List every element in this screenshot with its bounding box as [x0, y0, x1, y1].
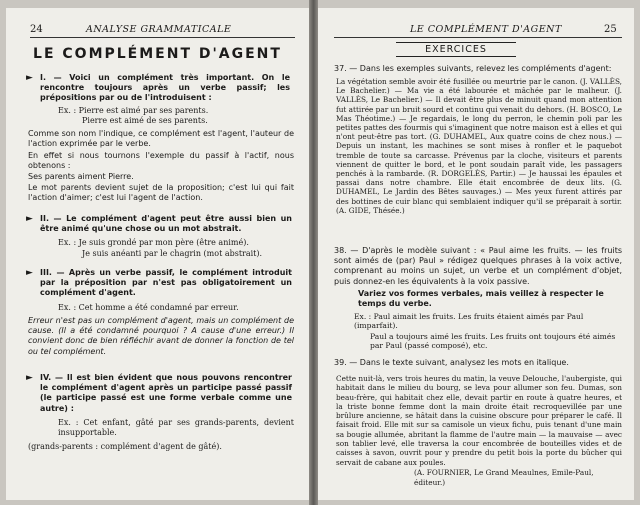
section-3-example: Ex. : Cet homme a été condamné par erreur. — [58, 303, 239, 312]
section-4-example-2: (grands-parents : complément d'agent de gâté). — [28, 442, 222, 451]
section-2-example-2: Je suis anéanti par le chagrin (mot abstrait). — [82, 249, 263, 258]
section-1-heading: I. — Voici un complément très important. On le rencontre toujours après un verbe passif; les prépositions par ou de l'introduisent : — [40, 73, 290, 103]
exercise-39-source: (A. FOURNIER, Le Grand Meaulnes, Emile-Paul, éditeur.) — [414, 468, 594, 488]
exercise-38-example-2: Paul a toujours aimé les fruits. Les fruits ont toujours été aimés par Paul (passé composé), etc. — [370, 332, 616, 351]
page-title: LE COMPLÉMENT D'AGENT — [33, 46, 282, 62]
section-4-heading: IV. — Il est bien évident que nous pouvons rencontrer le complément d'agent après un participe passé passif (le participe passé est une forme verbale comme une autre) : — [40, 373, 292, 413]
exercise-39-heading: 39. — Dans le texte suivant, analysez les mots en italique. — [334, 358, 569, 367]
section-1-paragraph-2: En effet si nous tournons l'exemple du passif à l'actif, nous obtenons : — [28, 151, 294, 171]
exercise-38-example-1: Ex. : Paul aimait les fruits. Les fruits étaient aimés par Paul (imparfait). — [354, 312, 584, 331]
page-number: 25 — [604, 24, 617, 35]
exercise-37-heading: 37. — Dans les exemples suivants, relevez les compléments d'agent: — [334, 64, 612, 73]
pointer-icon: ► — [26, 373, 33, 383]
exercises-heading: EXERCICES — [396, 42, 516, 57]
section-4-example-1: Ex. : Cet enfant, gâté par ses grands-parents, devient insupportable. — [58, 418, 294, 438]
section-2-heading: II. — Le complément d'agent peut être aussi bien un être animé qu'une chose ou un mot abstrait. — [40, 214, 292, 234]
section-3-heading: III. — Après un verbe passif, le complément introduit par la préposition par n'est pas obligatoirement un complément d'agent. — [40, 268, 292, 298]
exercise-39-text: Cette nuit-là, vers trois heures du matin, la veuve Delouche, l'aubergiste, qui habitait dans le milieu du bourg, se leva pour allumer son feu. Dumas, son beau-frère, qui habitait chez elle, devait partir en route à quatre heures, et la triste bonne femme dont la main droite était recroquevillée par une brûlure ancienne, se hâtait dans la cuisine obscure pour préparer le café. Il faisait froid. Elle mit sur sa camisole un vieux fichu, puis tenant d'une main sa bougie allumée, abritant la flamme de l'autre main — la mauvaise — avec son tablier levé, elle traversa la cour encombrée de bouteilles vides et de caisses à savon, ouvrit pour y prendre du petit bois la porte du bûcher qui servait de cabane aux poules. — [336, 374, 622, 467]
section-1-example-2: Pierre est aimé de ses parents. — [82, 116, 208, 125]
section-2-example-1: Ex. : Je suis grondé par mon père (être animé). — [58, 238, 249, 247]
running-head: LE COMPLÉMENT D'AGENT — [410, 24, 562, 35]
header-rule — [334, 37, 622, 38]
header-rule — [30, 37, 295, 38]
section-1-paragraph-4: Le mot parents devient sujet de la proposition; c'est lui qui fait l'action d'aimer; c'est lui l'agent de l'action. — [28, 183, 294, 203]
right-page — [318, 8, 634, 500]
pointer-icon: ► — [26, 214, 33, 224]
page-number: 24 — [30, 24, 43, 35]
running-head: ANALYSE GRAMMATICALE — [86, 24, 232, 35]
pointer-icon: ► — [26, 73, 33, 83]
section-1-example-1: Ex. : Pierre est aimé par ses parents. — [58, 106, 209, 115]
section-1-paragraph-3: Ses parents aiment Pierre. — [28, 172, 134, 181]
section-1-paragraph-1: Comme son nom l'indique, ce complément est l'agent, l'auteur de l'action exprimée par le verbe. — [28, 129, 294, 149]
pointer-icon: ► — [26, 268, 33, 278]
book-gutter — [309, 0, 318, 505]
left-page — [6, 8, 309, 500]
section-3-paragraph: Erreur n'est pas un complément d'agent, mais un complément de cause. (Il a été condamné pourquoi ? A cause d'une erreur.) Il convient donc de bien réfléchir avant de donner la fonction de tel ou tel complément. — [28, 316, 294, 356]
exercise-38-note: Variez vos formes verbales, mais veillez à respecter le temps du verbe. — [358, 289, 604, 309]
exercise-37-text: La végétation semble avoir été fusillée ou meurtrie par le canon. (J. VALLÈS, Le Bachelier.) — Ma vie a été labourée et mâchée par le malheur. (J. VALLÈS, Le Bachelier.) — Il devait être plus de minuit quand mon attention fut attirée par un bruit sourd et continu qui venait du dehors. (H. BOSCO, Le Mas Théotime.) — Je regardais, le long du perron, le chemin poli par les petites pattes des fourmis qui s'imaginent que notre maison est à elles et qui n'ont peut-être pas tort. (G. DUHAMEL, Aux quatre coins de chez nous.) — Depuis un instant, les machines se sont mises à ronfler et le paquebot tremble de toute sa carcasse. Prévenus par la cloche, visiteurs et parents viennent de quitter le bord, et le pont soudain paraît vide, les passagers penchés à la rambarde. (R. DORGELÈS, Partir.) — Je haussai les épaules et passai dans notre chambre. Elle était encombrée de deux lits. (G. DUHAMEL, Le Jardin des Bêtes sauvages.) — Mes yeux furent attirés par des bottines de cuir blanc qui semblaient indiquer qu'il se préparait à sortir. (A. GIDE, Thésée.) — [336, 77, 622, 215]
exercise-38-heading: 38. — D'après le modèle suivant : « Paul aime les fruits. — les fruits sont aimés de (par) Paul » rédigez quelques phrases à la voix active, comprenant au moins un sujet, un verbe et un complément d'objet, puis donnez-en les équivalents à la voix passive. — [334, 246, 622, 286]
